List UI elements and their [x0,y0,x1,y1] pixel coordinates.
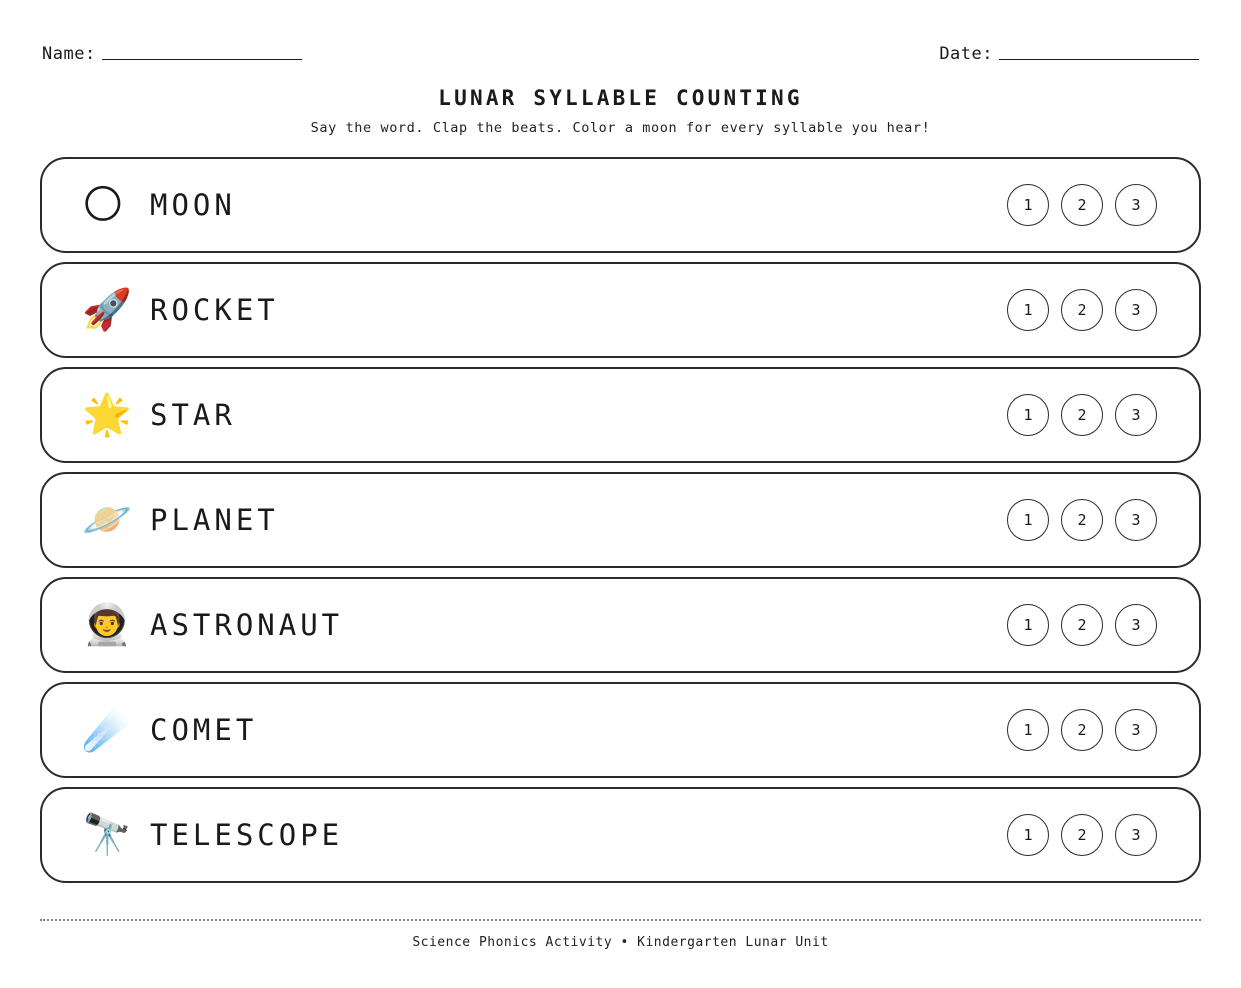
name-label: Name: [42,44,96,64]
syllable-moon-group [1007,394,1157,436]
syllable-moon-option[interactable]: 3 [1115,394,1157,436]
table-row [40,682,1201,778]
word-label: ROCKET [150,293,279,327]
date-label: Date: [939,44,993,64]
footer-divider [40,919,1201,921]
syllable-moon-option[interactable]: 2 [1061,814,1103,856]
syllable-moon-group [1007,184,1157,226]
table-row [40,787,1201,883]
syllable-moon-option[interactable]: 3 [1115,709,1157,751]
page-subtitle: Say the word. Clap the beats. Color a moon for every syllable you hear! [310,120,931,136]
syllable-moon-option[interactable]: 3 [1115,184,1157,226]
date-write-line[interactable] [999,59,1199,60]
name-write-line[interactable] [102,59,302,60]
table-row [40,367,1201,463]
syllable-moon-group [1007,289,1157,331]
syllable-moon-group [1007,709,1157,751]
word-label: TELESCOPE [150,818,344,852]
word-label: ASTRONAUT [150,608,344,642]
syllable-moon-option[interactable]: 3 [1115,604,1157,646]
comet-icon: ☄️ [82,707,132,753]
word-label: MOON [150,188,236,222]
table-row [40,262,1201,358]
syllable-moon-option[interactable]: 2 [1061,604,1103,646]
syllable-moon-option[interactable]: 3 [1115,289,1157,331]
footer-text: Science Phonics Activity • Kindergarten Lunar Unit [412,935,829,950]
syllable-moon-option[interactable]: 1 [1007,814,1049,856]
astronaut-icon: 👨‍🚀 [82,602,132,648]
table-row [40,157,1201,253]
syllable-moon-group [1007,814,1157,856]
syllable-moon-option[interactable]: 3 [1115,814,1157,856]
date-field[interactable] [939,44,1199,64]
syllable-moon-option[interactable]: 2 [1061,394,1103,436]
syllable-moon-option[interactable]: 2 [1061,289,1103,331]
star-icon: 🌟 [82,392,132,438]
syllable-moon-option[interactable]: 1 [1007,709,1049,751]
syllable-moon-option[interactable]: 3 [1115,499,1157,541]
syllable-moon-option[interactable]: 1 [1007,394,1049,436]
syllable-moon-option[interactable]: 1 [1007,184,1049,226]
name-date-row [40,34,1201,64]
name-field[interactable] [42,44,302,64]
full-moon-icon: 🌕 [82,182,124,228]
syllable-moon-option[interactable]: 1 [1007,604,1049,646]
word-label: PLANET [150,503,279,537]
word-list [40,157,1201,883]
syllable-moon-group [1007,604,1157,646]
syllable-moon-group [1007,499,1157,541]
page-title: LUNAR SYLLABLE COUNTING [438,86,803,110]
word-label: STAR [150,398,236,432]
word-label: COMET [150,713,258,747]
syllable-moon-option[interactable]: 1 [1007,499,1049,541]
telescope-icon: 🔭 [82,812,132,858]
syllable-moon-option[interactable]: 2 [1061,499,1103,541]
syllable-moon-option[interactable]: 2 [1061,184,1103,226]
planet-icon: 🪐 [82,497,132,543]
page-footer [40,919,1201,950]
rocket-icon: 🚀 [82,287,132,333]
syllable-moon-option[interactable]: 1 [1007,289,1049,331]
table-row [40,472,1201,568]
table-row [40,577,1201,673]
syllable-moon-option[interactable]: 2 [1061,709,1103,751]
